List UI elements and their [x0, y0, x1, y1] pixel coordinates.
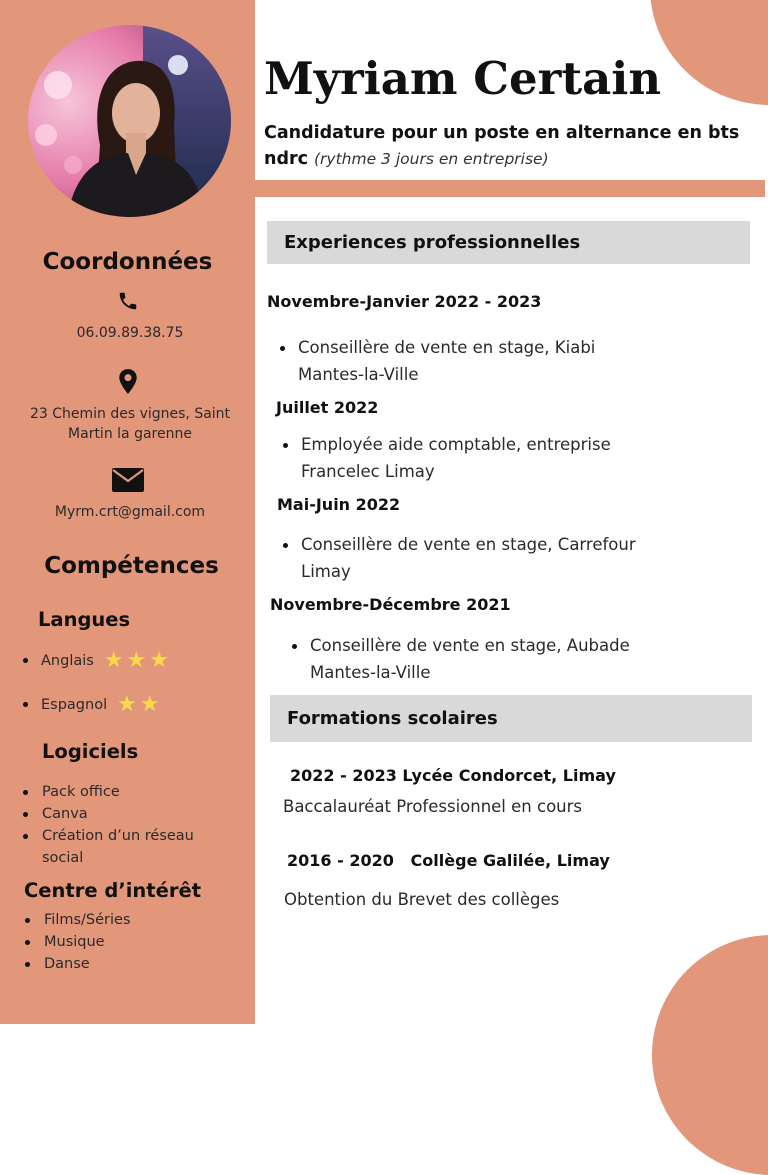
bullet-dot: [23, 658, 28, 663]
location-pin-icon: [0, 368, 255, 396]
email-address: Myrm.crt@gmail.com: [54, 504, 206, 520]
education-heading: 2022 - 2023 Lycée Condorcet, Limay: [290, 766, 616, 785]
language-label: Espagnol: [41, 696, 108, 713]
profile-photo: [28, 25, 231, 217]
postal-address: 23 Chemin des vignes, Saint Martin la garenne: [29, 406, 231, 442]
interests-list: [22, 909, 222, 975]
language-item: [0, 648, 172, 673]
list-item: Canva: [20, 803, 220, 825]
header-divider-band: [255, 180, 765, 197]
phone-number: 06.09.89.38.75: [76, 325, 184, 341]
contact-section-title: Coordonnées: [42, 249, 213, 275]
experience-description: Conseillère de vente en stage, Aubade Mantes-la-Ville: [289, 632, 650, 686]
application-title-text: Candidature pour un poste en alternance en bts ndrc: [264, 123, 740, 169]
list-item: Musique: [22, 931, 222, 953]
experience-description: Conseillère de vente en stage, Kiabi Mantes-la-Ville: [277, 334, 628, 388]
list-item: Danse: [22, 953, 222, 975]
rating-stars: ★★: [117, 692, 163, 717]
education-heading: 2016 - 2020 Collège Galilée, Limay: [287, 851, 610, 870]
experience-period: Mai-Juin 2022: [277, 495, 401, 514]
language-item: [0, 692, 163, 717]
languages-title: Langues: [38, 608, 131, 631]
skills-section-title: Compétences: [44, 553, 219, 579]
education-description: Obtention du Brevet des collèges: [284, 890, 560, 909]
experience-description: Employée aide comptable, entreprise Francelec Limay: [280, 431, 631, 485]
email-icon: [0, 468, 255, 492]
decorative-circle-top: [650, 0, 768, 105]
list-item: Pack office: [20, 781, 220, 803]
application-title-note: (rythme 3 jours en entreprise): [314, 150, 549, 168]
phone-icon: [0, 290, 255, 312]
education-description: Baccalauréat Professionnel en cours: [283, 797, 582, 816]
language-label: Anglais: [41, 652, 94, 669]
rating-stars: ★★★: [103, 648, 172, 673]
decorative-circle-bottom: [652, 935, 768, 1175]
software-title: Logiciels: [42, 740, 139, 763]
bullet-dot: [23, 702, 28, 707]
job-application-title: [264, 120, 754, 172]
interests-title: Centre d’intérêt: [24, 879, 202, 902]
experience-period: Novembre-Janvier 2022 - 2023: [267, 292, 542, 311]
education-section-title: Formations scolaires: [270, 695, 752, 742]
candidate-name: Myriam Certain: [264, 52, 662, 105]
experience-period: Novembre-Décembre 2021: [270, 595, 511, 614]
software-list: [20, 781, 220, 869]
list-item: Films/Séries: [22, 909, 222, 931]
list-item: Création d’un réseau social: [20, 825, 220, 869]
experience-description: Conseillère de vente en stage, Carrefour Limay: [280, 531, 646, 585]
experience-period: Juillet 2022: [276, 398, 379, 417]
experience-section-title: Experiences professionnelles: [267, 221, 750, 264]
